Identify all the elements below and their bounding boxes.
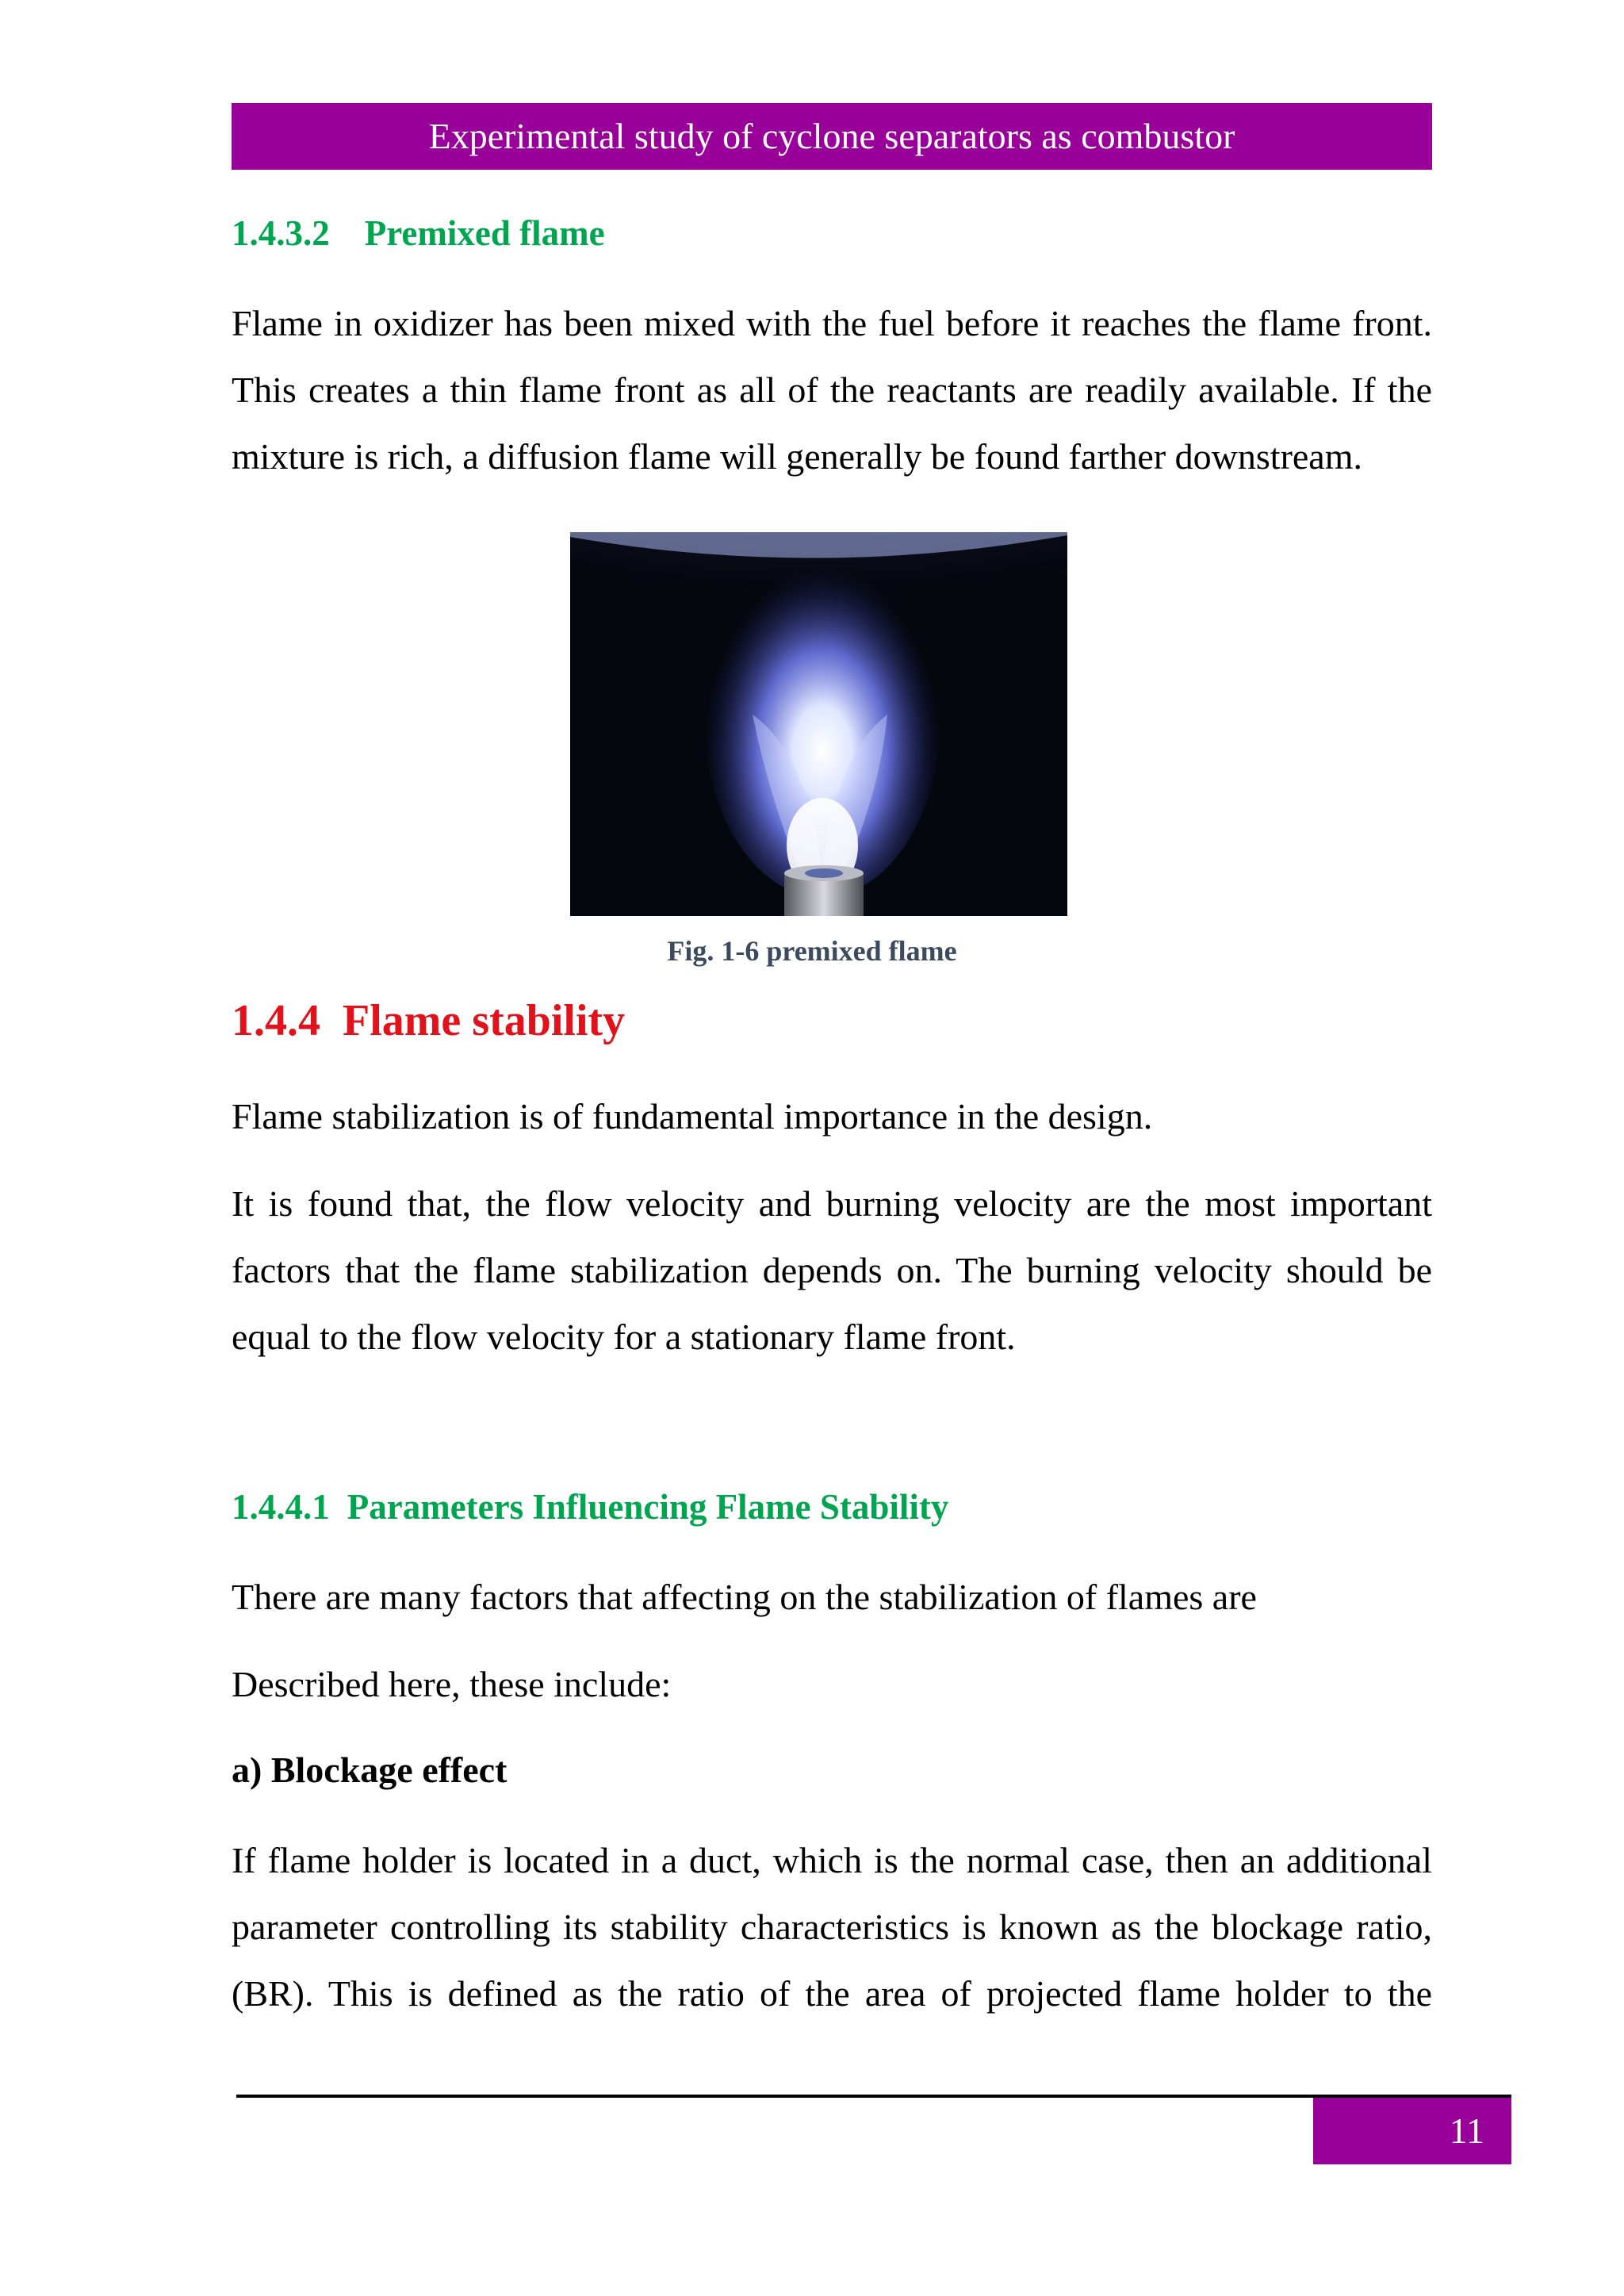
paragraph-line: Described here, these include: [232,1664,672,1704]
subsection-number: 1.4.3.2 [232,213,330,253]
paragraph-line: factors that the flame stabilization depends on. The burning velocity should be [232,1250,1432,1290]
paragraph-line: (BR). This is defined as the ratio of the area of projected flame holder to the [232,1973,1432,2014]
paragraph-line: It is found that, the flow velocity and burning velocity are the most important [232,1183,1432,1224]
paragraph-line: parameter controlling its stability characteristics is known as the blockage ratio, [232,1907,1432,1947]
figure-caption: Fig. 1-6 premixed flame [667,935,957,967]
premixed-flame-photo [570,532,1067,916]
running-header: Experimental study of cyclone separators as combustor [232,103,1432,170]
paragraph-blockage [232,1827,1432,2027]
paragraph-line: Flame stabilization is of fundamental importance in the design. [232,1096,1153,1137]
paragraph-line: There are many factors that affecting on the stabilization of flames are [232,1577,1257,1617]
paragraph-stability-intro [232,1083,1432,1150]
flame-illustration [570,532,1067,916]
subsection-title: Premixed flame [364,213,605,253]
section-number: 1.4.4 [232,996,320,1045]
blockage-effect-heading: a) Blockage effect [232,1750,508,1790]
subsection-heading-premixed [232,213,605,254]
paragraph-line: If flame holder is located in a duct, which is the normal case, then an additional [232,1840,1432,1880]
paragraph-factors-1 [232,1564,1432,1631]
paragraph-premixed [232,290,1432,490]
paragraph-line: Flame in oxidizer has been mixed with the fuel before it reaches the flame front. [232,303,1432,343]
paragraph-line: equal to the flow velocity for a stationary flame front. [232,1317,1016,1357]
paragraph-factors-2 [232,1651,1432,1718]
subsection-title: Parameters Influencing Flame Stability [347,1487,949,1527]
section-title: Flame stability [343,996,626,1045]
subsection-heading-parameters [232,1486,948,1527]
section-heading-flame-stability [232,995,625,1046]
page-number: 11 [1313,2098,1511,2164]
paragraph-stability [232,1171,1432,1370]
paragraph-line: mixture is rich, a diffusion flame will generally be found farther downstream. [232,436,1362,477]
paragraph-line: This creates a thin flame front as all of the reactants are readily available. If the [232,370,1432,410]
subsection-number: 1.4.4.1 [232,1487,330,1527]
